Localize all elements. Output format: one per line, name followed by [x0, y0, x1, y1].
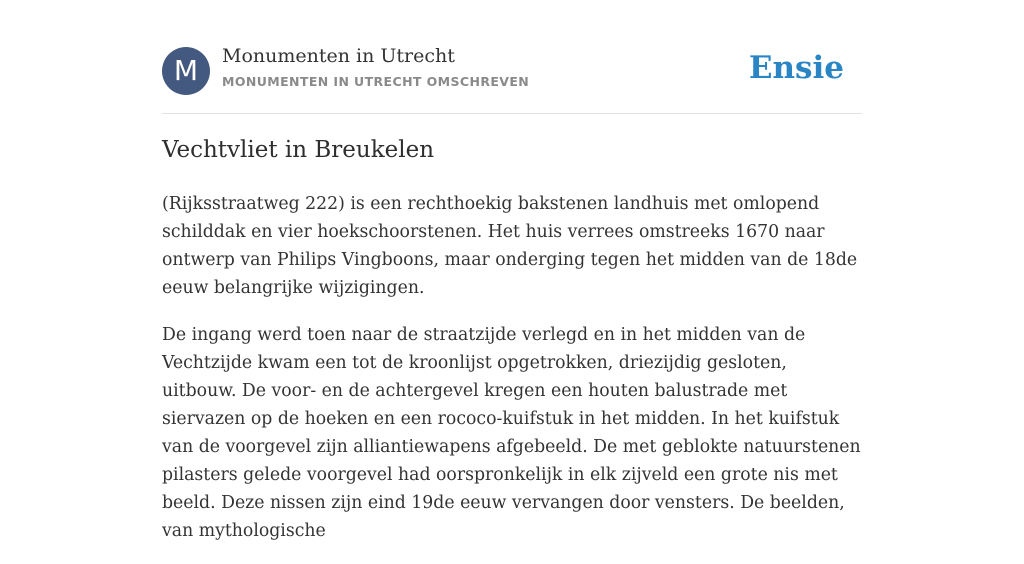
site-title[interactable]: Monumenten in Utrecht — [222, 45, 455, 67]
content-container — [162, 0, 862, 541]
site-subtitle: MONUMENTEN IN UTRECHT OMSCHREVEN — [222, 74, 530, 89]
article-paragraph: (Rijksstraatweg 222) is een rechthoekig bakstenen landhuis met omlopend schilddak en vier hoekschoorstenen. Het huis verrees omstreeks 1670 naar ontwerp van Philips Vingboons, maar onderging tegen het midden van de 18de eeuw belangrijke wijzigingen. — [162, 194, 858, 298]
article-body — [162, 190, 862, 564]
site-header — [162, 0, 862, 114]
ensie-logo[interactable]: Ensie — [748, 50, 844, 86]
article-paragraph: De ingang werd toen naar de straatzijde verlegd en in het midden van de Vechtzijde kwam een tot de kroonlijst opgetrokken, driezijdig gesloten, uitbouw. De voor- en de achtergevel kregen een houten balustrade met siervazen op de hoeken en een rococo-kuifstuk in het midden. In het kuifstuk van de voorgevel zijn alliantiewapens afgebeeld. De met geblokte natuurstenen pilasters gelede voorgevel had oorspronkelijk in elk zijveld een grote nis met beeld. Deze nissen zijn eind 19de eeuw vervangen door vensters. De beelden, van mythologische — [162, 325, 861, 541]
article-title: Vechtvliet in Breukelen — [162, 137, 435, 163]
avatar[interactable]: M — [162, 47, 210, 95]
